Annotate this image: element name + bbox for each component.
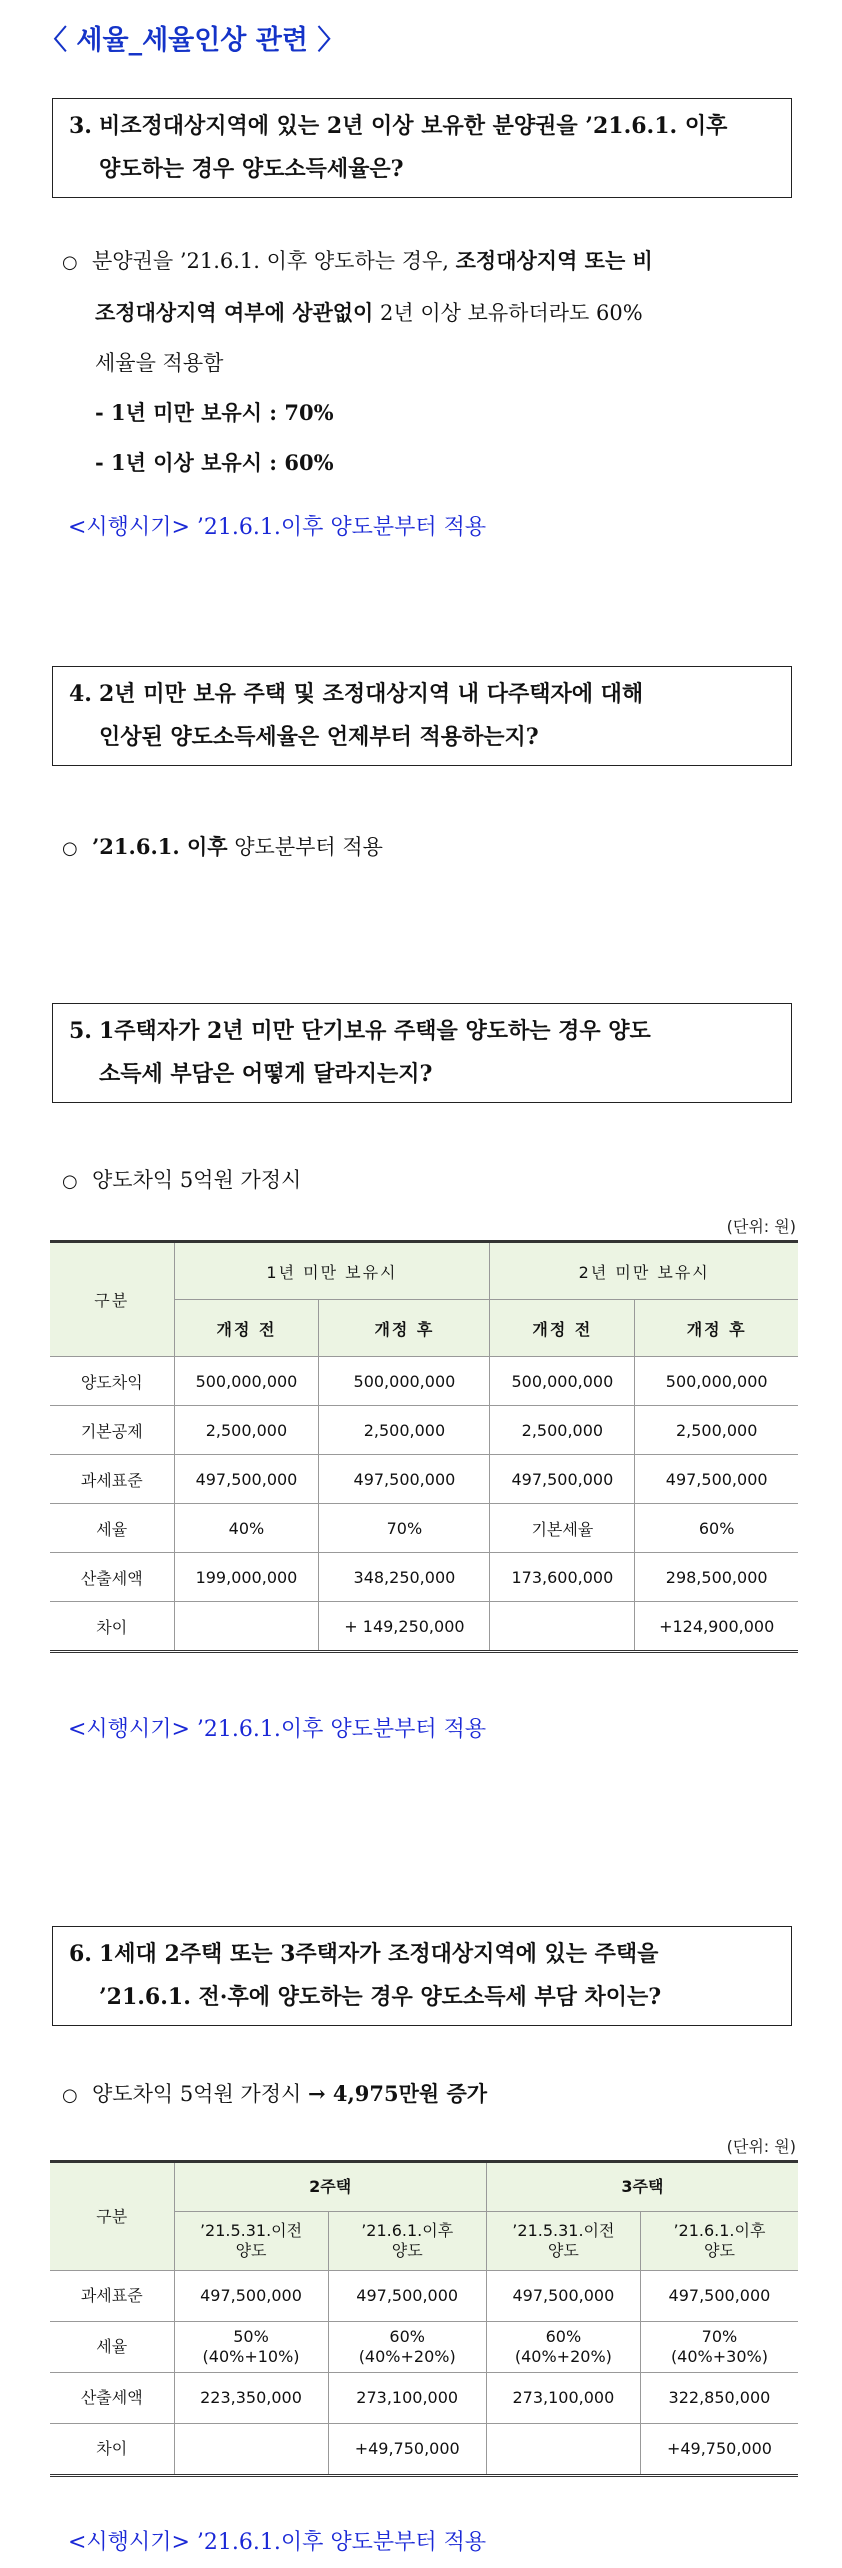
sub-item: - 1년 미만 보유시 : 70% (95, 400, 334, 425)
sub-header (328, 2212, 486, 2271)
rate-value: 60% (545, 2327, 582, 2346)
question-text-line2: 양도하는 경우 양도소득세율은? (99, 156, 404, 182)
question-3-box (52, 98, 792, 198)
effective-date-note: <시행시기> ’21.6.1.이후 양도분부터 적용 (68, 515, 487, 540)
bullet-icon: ○ (62, 838, 78, 859)
table-row (50, 2271, 798, 2322)
table-cell (174, 2424, 328, 2476)
table-cell: 2,500,000 (174, 1406, 319, 1455)
table-cell (174, 1602, 319, 1652)
row-label: 과세표준 (50, 2271, 174, 2322)
table-cell: 298,500,000 (635, 1553, 798, 1602)
assumption-emphasis: → 4,975만원 증가 (307, 2081, 488, 2106)
table-cell: 500,000,000 (490, 1357, 635, 1406)
answer-emphasis: 조정대상지역 여부에 상관없이 (95, 300, 374, 325)
tax-comparison-table-2 (50, 2160, 798, 2477)
table-cell: 348,250,000 (319, 1553, 490, 1602)
question-5-box (52, 1003, 792, 1103)
group-header: 2주택 (174, 2162, 486, 2212)
row-label: 기본공제 (50, 1406, 174, 1455)
sub-header (174, 2212, 328, 2271)
table-cell (490, 1602, 635, 1652)
sub-header-line: 양도 (391, 2241, 423, 2260)
assumption-text: 양도차익 5억원 가정시 (92, 1168, 302, 1192)
table-row (50, 1357, 798, 1406)
table-cell: 497,500,000 (319, 1455, 490, 1504)
bullet-icon: ○ (62, 2085, 78, 2106)
bullet-icon: ○ (62, 252, 78, 273)
effective-date-note: <시행시기> ’21.6.1.이후 양도분부터 적용 (68, 1717, 487, 1742)
table-cell (486, 2424, 640, 2476)
sub-header (640, 2212, 798, 2271)
question-text-line1: 비조정대상지역에 있는 2년 이상 보유한 분양권을 ’21.6.1. 이후 (99, 113, 728, 139)
section-header: 〈 세율_세율인상 관련 〉 (40, 25, 345, 56)
table-cell: 322,850,000 (640, 2373, 798, 2424)
table-cell: 273,100,000 (486, 2373, 640, 2424)
column-header: 구분 (50, 1242, 174, 1357)
question-number: 3. (69, 113, 92, 139)
rate-value: 60% (389, 2327, 425, 2346)
table-cell: 2,500,000 (319, 1406, 490, 1455)
table-cell: 70% (319, 1504, 490, 1553)
sub-header: 개정 전 (490, 1300, 635, 1357)
question-6-box (52, 1926, 792, 2026)
sub-header: 개정 후 (319, 1300, 490, 1357)
table-row (50, 2322, 798, 2373)
assumption-6 (62, 2069, 792, 2121)
rate-value: 50% (233, 2327, 269, 2346)
group-header: 1년 미만 보유시 (174, 1242, 490, 1300)
table-cell: 500,000,000 (319, 1357, 490, 1406)
assumption-text: 양도차익 5억원 가정시 (92, 2082, 308, 2106)
table-cell: 기본세율 (490, 1504, 635, 1553)
table-cell: 500,000,000 (635, 1357, 798, 1406)
table-cell (328, 2322, 486, 2373)
question-text-line1: 1주택자가 2년 미만 단기보유 주택을 양도하는 경우 양도 (99, 1018, 651, 1044)
sub-header-line: ’21.5.31.이전 (512, 2221, 615, 2240)
table-cell: 497,500,000 (635, 1455, 798, 1504)
bullet-icon: ○ (62, 1171, 78, 1192)
answer-text: 양도분부터 적용 (227, 835, 383, 859)
table-cell (174, 2322, 328, 2373)
answer-4 (62, 822, 792, 874)
rate-value: 70% (701, 2327, 738, 2346)
table-cell: 497,500,000 (328, 2271, 486, 2322)
row-label: 양도차익 (50, 1357, 174, 1406)
question-text-line1: 1세대 2주택 또는 3주택자가 조정대상지역에 있는 주택을 (99, 1941, 659, 1967)
table-row (50, 2424, 798, 2476)
answer-emphasis: ’21.6.1. 이후 (92, 834, 228, 859)
table-cell: 199,000,000 (174, 1553, 319, 1602)
sub-header-line: ’21.5.31.이전 (199, 2221, 303, 2240)
sub-item: - 1년 이상 보유시 : 60% (95, 450, 334, 475)
answer-text: 분양권을 ’21.6.1. 이후 양도하는 경우, (92, 249, 456, 273)
table-row (50, 2373, 798, 2424)
sub-header-line: 양도 (547, 2241, 579, 2260)
row-label: 세율 (50, 2322, 174, 2373)
question-4-box (52, 666, 792, 766)
unit-label: (단위: 원) (726, 2137, 796, 2156)
table-cell: 273,100,000 (328, 2373, 486, 2424)
table-row (50, 1504, 798, 1553)
sub-header: 개정 후 (635, 1300, 798, 1357)
table-cell: 40% (174, 1504, 319, 1553)
table-cell (640, 2322, 798, 2373)
answer-text: 세율을 적용함 (95, 351, 224, 375)
question-text-line2: 인상된 양도소득세율은 언제부터 적용하는지? (99, 724, 539, 750)
row-label: 차이 (50, 2424, 174, 2476)
table-cell: +49,750,000 (640, 2424, 798, 2476)
table-cell (486, 2322, 640, 2373)
table-row (50, 1406, 798, 1455)
table-cell: 2,500,000 (635, 1406, 798, 1455)
table-cell: 223,350,000 (174, 2373, 328, 2424)
sub-header-line: 양도 (703, 2241, 735, 2260)
question-text-line2: ’21.6.1. 전·후에 양도하는 경우 양도소득세 부담 차이는? (99, 1984, 662, 2010)
table-cell: + 149,250,000 (319, 1602, 490, 1652)
table-cell: +124,900,000 (635, 1602, 798, 1652)
answer-3 (62, 236, 792, 488)
effective-date-note: <시행시기> ’21.6.1.이후 양도분부터 적용 (68, 2530, 487, 2555)
group-header: 3주택 (486, 2162, 798, 2212)
table-row (50, 1455, 798, 1504)
assumption-5 (62, 1155, 792, 1207)
table-cell: 173,600,000 (490, 1553, 635, 1602)
unit-label: (단위: 원) (726, 1217, 796, 1236)
table-cell: 60% (635, 1504, 798, 1553)
row-label: 차이 (50, 1602, 174, 1652)
table-cell: 497,500,000 (490, 1455, 635, 1504)
sub-header: 개정 전 (174, 1300, 319, 1357)
sub-header-line: ’21.6.1.이후 (673, 2221, 766, 2240)
column-header: 구분 (50, 2162, 174, 2271)
question-number: 5. (69, 1018, 92, 1044)
table-cell: 497,500,000 (486, 2271, 640, 2322)
row-label: 산출세액 (50, 1553, 174, 1602)
answer-text: 2년 이상 보유하더라도 60% (373, 301, 643, 325)
row-label: 세율 (50, 1504, 174, 1553)
row-label: 산출세액 (50, 2373, 174, 2424)
group-header: 2년 미만 보유시 (490, 1242, 798, 1300)
table-row (50, 1602, 798, 1652)
row-label: 과세표준 (50, 1455, 174, 1504)
table-row (50, 1553, 798, 1602)
question-number: 6. (69, 1941, 92, 1967)
question-text-line2: 소득세 부담은 어떻게 달라지는지? (99, 1061, 433, 1087)
sub-header-line: 양도 (235, 2241, 267, 2260)
question-number: 4. (69, 681, 92, 707)
table-cell: 497,500,000 (174, 2271, 328, 2322)
rate-breakdown: (40%+10%) (202, 2347, 300, 2366)
table-cell: 497,500,000 (640, 2271, 798, 2322)
rate-breakdown: (40%+20%) (358, 2347, 456, 2366)
table-cell: 500,000,000 (174, 1357, 319, 1406)
rate-breakdown: (40%+30%) (670, 2347, 768, 2366)
question-text-line1: 2년 미만 보유 주택 및 조정대상지역 내 다주택자에 대해 (99, 681, 644, 707)
table-cell: 2,500,000 (490, 1406, 635, 1455)
rate-breakdown: (40%+20%) (514, 2347, 612, 2366)
table-cell: 497,500,000 (174, 1455, 319, 1504)
sub-header (486, 2212, 640, 2271)
table-cell: +49,750,000 (328, 2424, 486, 2476)
sub-header-line: ’21.6.1.이후 (361, 2221, 454, 2240)
tax-comparison-table-1 (50, 1240, 798, 1653)
answer-emphasis: 조정대상지역 또는 비 (455, 248, 653, 273)
